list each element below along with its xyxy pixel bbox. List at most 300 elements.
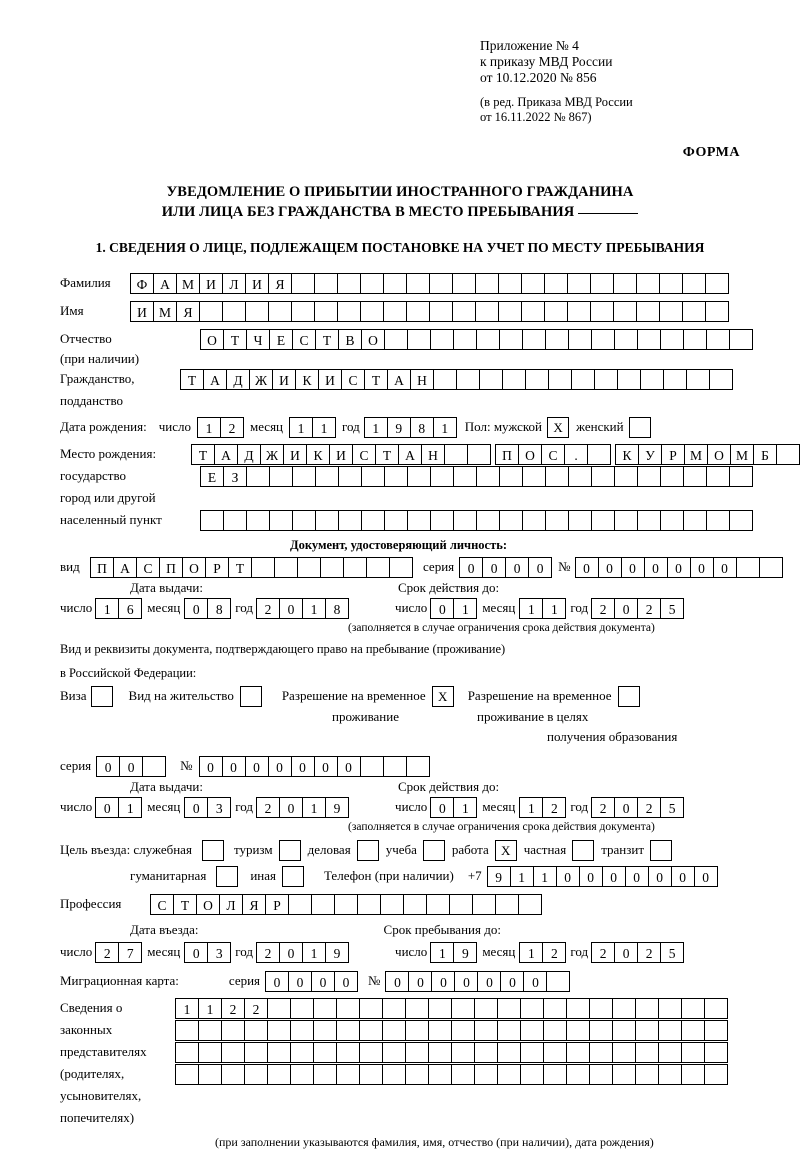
char-cell[interactable] [313, 1020, 337, 1041]
char-cell[interactable] [389, 557, 413, 578]
char-cell[interactable]: 1 [542, 598, 566, 619]
char-cell[interactable] [543, 1064, 567, 1085]
char-cell[interactable] [522, 466, 546, 487]
profession-input[interactable] [150, 894, 542, 915]
cell-group[interactable] [615, 444, 800, 465]
char-cell[interactable] [405, 1064, 429, 1085]
char-cell[interactable] [383, 756, 407, 777]
char-cell[interactable] [617, 369, 641, 390]
char-cell[interactable]: У [638, 444, 662, 465]
char-cell[interactable]: П [495, 444, 519, 465]
char-cell[interactable] [451, 1042, 475, 1063]
char-cell[interactable] [681, 998, 705, 1019]
char-cell[interactable] [498, 273, 522, 294]
char-cell[interactable]: 0 [602, 866, 626, 887]
char-cell[interactable] [589, 1064, 613, 1085]
char-cell[interactable] [521, 273, 545, 294]
char-cell[interactable]: О [361, 329, 385, 350]
char-cell[interactable] [337, 273, 361, 294]
char-cell[interactable] [444, 444, 468, 465]
entry-month-input[interactable] [184, 942, 231, 963]
char-cell[interactable] [359, 1064, 383, 1085]
char-cell[interactable] [548, 369, 572, 390]
char-cell[interactable]: 0 [334, 971, 358, 992]
char-cell[interactable] [403, 894, 427, 915]
char-cell[interactable] [705, 273, 729, 294]
char-cell[interactable]: 2 [220, 417, 244, 438]
char-cell[interactable] [545, 329, 569, 350]
char-cell[interactable] [467, 444, 491, 465]
char-cell[interactable] [359, 998, 383, 1019]
char-cell[interactable]: О [518, 444, 542, 465]
char-cell[interactable]: Я [176, 301, 200, 322]
char-cell[interactable] [566, 1064, 590, 1085]
char-cell[interactable] [543, 998, 567, 1019]
char-cell[interactable] [518, 894, 542, 915]
char-cell[interactable]: 2 [637, 598, 661, 619]
name-input[interactable] [130, 301, 729, 322]
birthplace-line1-input[interactable] [191, 444, 800, 465]
char-cell[interactable] [474, 998, 498, 1019]
char-cell[interactable]: 2 [591, 942, 615, 963]
char-cell[interactable] [614, 466, 638, 487]
char-cell[interactable] [311, 894, 335, 915]
char-cell[interactable] [244, 1020, 268, 1041]
char-cell[interactable]: 2 [542, 797, 566, 818]
doc-valid-year-input[interactable] [591, 598, 684, 619]
char-cell[interactable]: К [306, 444, 330, 465]
char-cell[interactable]: 1 [198, 998, 222, 1019]
char-cell[interactable] [314, 301, 338, 322]
char-cell[interactable] [589, 1042, 613, 1063]
char-cell[interactable]: 0 [408, 971, 432, 992]
char-cell[interactable]: Т [375, 444, 399, 465]
stay-issue-month-input[interactable] [184, 797, 231, 818]
char-cell[interactable]: Н [410, 369, 434, 390]
doc-series-input[interactable] [459, 557, 552, 578]
char-cell[interactable] [336, 1064, 360, 1085]
char-cell[interactable] [449, 894, 473, 915]
char-cell[interactable] [405, 1020, 429, 1041]
char-cell[interactable] [221, 1020, 245, 1041]
char-cell[interactable]: И [283, 444, 307, 465]
char-cell[interactable]: А [214, 444, 238, 465]
char-cell[interactable] [429, 301, 453, 322]
char-cell[interactable]: 2 [591, 797, 615, 818]
char-cell[interactable]: Я [242, 894, 266, 915]
char-cell[interactable]: М [684, 444, 708, 465]
char-cell[interactable]: 0 [199, 756, 223, 777]
char-cell[interactable]: П [90, 557, 114, 578]
char-cell[interactable] [497, 1042, 521, 1063]
char-cell[interactable]: 9 [453, 942, 477, 963]
char-cell[interactable]: 0 [671, 866, 695, 887]
char-cell[interactable]: 0 [598, 557, 622, 578]
char-cell[interactable] [343, 557, 367, 578]
char-cell[interactable] [474, 1020, 498, 1041]
char-cell[interactable]: 1 [302, 598, 326, 619]
char-cell[interactable] [274, 557, 298, 578]
char-cell[interactable]: 0 [431, 971, 455, 992]
char-cell[interactable]: В [338, 329, 362, 350]
char-cell[interactable] [251, 557, 275, 578]
char-cell[interactable]: 2 [256, 797, 280, 818]
char-cell[interactable] [297, 557, 321, 578]
char-cell[interactable] [430, 329, 454, 350]
char-cell[interactable]: 2 [256, 942, 280, 963]
char-cell[interactable]: С [136, 557, 160, 578]
char-cell[interactable] [334, 894, 358, 915]
char-cell[interactable]: Ф [130, 273, 154, 294]
char-cell[interactable] [366, 557, 390, 578]
char-cell[interactable] [566, 1042, 590, 1063]
char-cell[interactable] [660, 329, 684, 350]
char-cell[interactable] [451, 1020, 475, 1041]
char-cell[interactable] [759, 557, 783, 578]
stay-number-input[interactable] [199, 756, 430, 777]
char-cell[interactable] [635, 1064, 659, 1085]
char-cell[interactable] [520, 998, 544, 1019]
char-cell[interactable]: 0 [505, 557, 529, 578]
char-cell[interactable] [384, 510, 408, 531]
residence-permit-checkbox[interactable] [240, 686, 262, 707]
char-cell[interactable] [315, 510, 339, 531]
stayuntil-month-input[interactable] [519, 942, 566, 963]
char-cell[interactable]: И [130, 301, 154, 322]
char-cell[interactable] [635, 1042, 659, 1063]
char-cell[interactable] [315, 466, 339, 487]
char-cell[interactable] [545, 466, 569, 487]
stay-valid-day-input[interactable] [430, 797, 477, 818]
char-cell[interactable] [290, 1064, 314, 1085]
char-cell[interactable] [476, 329, 500, 350]
char-cell[interactable]: К [615, 444, 639, 465]
char-cell[interactable]: 0 [614, 598, 638, 619]
char-cell[interactable] [706, 466, 730, 487]
purpose-other-checkbox[interactable] [282, 866, 304, 887]
char-cell[interactable] [546, 971, 570, 992]
char-cell[interactable] [704, 1042, 728, 1063]
purpose-work-checkbox[interactable]: X [495, 840, 517, 861]
char-cell[interactable]: М [176, 273, 200, 294]
char-cell[interactable] [590, 273, 614, 294]
char-cell[interactable]: Р [661, 444, 685, 465]
char-cell[interactable]: 0 [667, 557, 691, 578]
char-cell[interactable] [474, 1064, 498, 1085]
migration-number-input[interactable] [385, 971, 570, 992]
entry-year-input[interactable] [256, 942, 349, 963]
char-cell[interactable]: 9 [387, 417, 411, 438]
char-cell[interactable] [244, 1064, 268, 1085]
char-cell[interactable]: Л [222, 273, 246, 294]
char-cell[interactable]: 8 [207, 598, 231, 619]
char-cell[interactable]: 0 [482, 557, 506, 578]
char-cell[interactable]: 0 [430, 598, 454, 619]
char-cell[interactable] [594, 369, 618, 390]
char-cell[interactable] [359, 1042, 383, 1063]
char-cell[interactable] [568, 510, 592, 531]
char-cell[interactable]: 0 [500, 971, 524, 992]
char-cell[interactable] [472, 894, 496, 915]
char-cell[interactable] [612, 1042, 636, 1063]
char-cell[interactable] [267, 998, 291, 1019]
char-cell[interactable]: 8 [410, 417, 434, 438]
char-cell[interactable]: Ч [246, 329, 270, 350]
char-cell[interactable] [383, 273, 407, 294]
char-cell[interactable]: 0 [245, 756, 269, 777]
purpose-transit-checkbox[interactable] [650, 840, 672, 861]
char-cell[interactable] [453, 329, 477, 350]
char-cell[interactable]: 3 [207, 797, 231, 818]
char-cell[interactable] [292, 466, 316, 487]
char-cell[interactable] [544, 301, 568, 322]
char-cell[interactable] [246, 466, 270, 487]
phone-input[interactable] [487, 866, 718, 887]
char-cell[interactable] [426, 894, 450, 915]
char-cell[interactable] [704, 1020, 728, 1041]
cell-group[interactable] [495, 444, 611, 465]
char-cell[interactable] [405, 998, 429, 1019]
doc-type-input[interactable] [90, 557, 413, 578]
char-cell[interactable]: 1 [289, 417, 313, 438]
char-cell[interactable] [635, 998, 659, 1019]
char-cell[interactable] [290, 1020, 314, 1041]
char-cell[interactable] [520, 1042, 544, 1063]
stay-valid-year-input[interactable] [591, 797, 684, 818]
char-cell[interactable] [222, 301, 246, 322]
temp-residence-checkbox[interactable]: X [432, 686, 454, 707]
char-cell[interactable] [291, 301, 315, 322]
char-cell[interactable] [361, 466, 385, 487]
char-cell[interactable] [589, 1020, 613, 1041]
char-cell[interactable] [681, 1042, 705, 1063]
char-cell[interactable]: 1 [302, 942, 326, 963]
char-cell[interactable] [223, 510, 247, 531]
char-cell[interactable]: С [352, 444, 376, 465]
char-cell[interactable]: Т [364, 369, 388, 390]
char-cell[interactable]: 5 [660, 797, 684, 818]
char-cell[interactable] [453, 466, 477, 487]
purpose-tourism-checkbox[interactable] [279, 840, 301, 861]
char-cell[interactable]: 1 [312, 417, 336, 438]
char-cell[interactable] [729, 329, 753, 350]
char-cell[interactable]: Е [200, 466, 224, 487]
char-cell[interactable] [525, 369, 549, 390]
char-cell[interactable] [659, 273, 683, 294]
char-cell[interactable] [686, 369, 710, 390]
doc-valid-day-input[interactable] [430, 598, 477, 619]
char-cell[interactable]: Ж [260, 444, 284, 465]
char-cell[interactable] [660, 466, 684, 487]
char-cell[interactable] [198, 1064, 222, 1085]
char-cell[interactable] [360, 301, 384, 322]
char-cell[interactable] [382, 1020, 406, 1041]
char-cell[interactable] [571, 369, 595, 390]
char-cell[interactable] [729, 510, 753, 531]
char-cell[interactable] [359, 1020, 383, 1041]
char-cell[interactable]: Т [228, 557, 252, 578]
char-cell[interactable] [704, 1064, 728, 1085]
char-cell[interactable] [499, 466, 523, 487]
birthplace-line2-input[interactable] [200, 466, 753, 487]
char-cell[interactable] [268, 301, 292, 322]
char-cell[interactable] [430, 510, 454, 531]
char-cell[interactable] [736, 557, 760, 578]
char-cell[interactable] [499, 510, 523, 531]
char-cell[interactable]: 0 [621, 557, 645, 578]
char-cell[interactable] [382, 998, 406, 1019]
char-cell[interactable] [658, 1042, 682, 1063]
stay-valid-month-input[interactable] [519, 797, 566, 818]
char-cell[interactable]: 0 [314, 756, 338, 777]
char-cell[interactable] [658, 1020, 682, 1041]
char-cell[interactable] [433, 369, 457, 390]
char-cell[interactable] [314, 273, 338, 294]
char-cell[interactable]: 0 [694, 866, 718, 887]
entry-day-input[interactable] [95, 942, 142, 963]
char-cell[interactable] [200, 510, 224, 531]
char-cell[interactable]: 0 [713, 557, 737, 578]
char-cell[interactable]: С [541, 444, 565, 465]
char-cell[interactable]: П [159, 557, 183, 578]
char-cell[interactable] [338, 510, 362, 531]
stay-issue-year-input[interactable] [256, 797, 349, 818]
char-cell[interactable]: 7 [118, 942, 142, 963]
char-cell[interactable]: 0 [279, 598, 303, 619]
char-cell[interactable] [681, 1064, 705, 1085]
char-cell[interactable] [640, 369, 664, 390]
char-cell[interactable]: С [150, 894, 174, 915]
char-cell[interactable] [683, 510, 707, 531]
char-cell[interactable]: 8 [325, 598, 349, 619]
char-cell[interactable]: 0 [459, 557, 483, 578]
doc-issue-month-input[interactable] [184, 598, 231, 619]
char-cell[interactable]: Б [753, 444, 777, 465]
cell-group[interactable] [191, 444, 491, 465]
char-cell[interactable] [428, 1042, 452, 1063]
char-cell[interactable] [451, 998, 475, 1019]
char-cell[interactable] [313, 1042, 337, 1063]
char-cell[interactable]: 0 [614, 797, 638, 818]
char-cell[interactable]: Т [191, 444, 215, 465]
char-cell[interactable] [199, 301, 223, 322]
char-cell[interactable] [590, 301, 614, 322]
char-cell[interactable] [406, 273, 430, 294]
char-cell[interactable] [245, 301, 269, 322]
char-cell[interactable] [407, 329, 431, 350]
char-cell[interactable] [221, 1042, 245, 1063]
char-cell[interactable]: А [113, 557, 137, 578]
char-cell[interactable] [453, 510, 477, 531]
char-cell[interactable]: 0 [184, 797, 208, 818]
char-cell[interactable]: 0 [690, 557, 714, 578]
char-cell[interactable] [456, 369, 480, 390]
char-cell[interactable] [360, 756, 384, 777]
char-cell[interactable]: Н [421, 444, 445, 465]
char-cell[interactable]: 0 [454, 971, 478, 992]
char-cell[interactable] [288, 894, 312, 915]
char-cell[interactable] [244, 1042, 268, 1063]
char-cell[interactable] [636, 273, 660, 294]
char-cell[interactable] [175, 1020, 199, 1041]
char-cell[interactable] [568, 466, 592, 487]
char-cell[interactable]: 0 [579, 866, 603, 887]
char-cell[interactable] [357, 894, 381, 915]
char-cell[interactable]: 2 [244, 998, 268, 1019]
char-cell[interactable] [336, 1020, 360, 1041]
char-cell[interactable] [360, 273, 384, 294]
char-cell[interactable] [520, 1020, 544, 1041]
char-cell[interactable] [704, 998, 728, 1019]
char-cell[interactable]: И [318, 369, 342, 390]
char-cell[interactable] [682, 273, 706, 294]
legal-reps-line1-input[interactable] [175, 998, 728, 1019]
char-cell[interactable]: 3 [207, 942, 231, 963]
char-cell[interactable] [591, 466, 615, 487]
char-cell[interactable] [452, 273, 476, 294]
char-cell[interactable] [499, 329, 523, 350]
char-cell[interactable] [267, 1042, 291, 1063]
char-cell[interactable] [545, 510, 569, 531]
char-cell[interactable] [706, 329, 730, 350]
char-cell[interactable]: А [203, 369, 227, 390]
char-cell[interactable]: М [730, 444, 754, 465]
char-cell[interactable] [660, 510, 684, 531]
char-cell[interactable]: О [200, 329, 224, 350]
char-cell[interactable] [384, 466, 408, 487]
doc-number-input[interactable] [575, 557, 783, 578]
char-cell[interactable]: И [272, 369, 296, 390]
visa-checkbox[interactable] [91, 686, 113, 707]
char-cell[interactable]: З [223, 466, 247, 487]
legal-reps-line4-input[interactable] [175, 1064, 728, 1085]
char-cell[interactable]: 6 [118, 598, 142, 619]
char-cell[interactable]: 1 [433, 417, 457, 438]
char-cell[interactable] [428, 1020, 452, 1041]
char-cell[interactable] [267, 1064, 291, 1085]
char-cell[interactable]: 0 [279, 942, 303, 963]
char-cell[interactable]: Р [205, 557, 229, 578]
char-cell[interactable] [522, 510, 546, 531]
char-cell[interactable] [290, 1042, 314, 1063]
char-cell[interactable]: 0 [430, 797, 454, 818]
birth-month-input[interactable] [289, 417, 336, 438]
doc-valid-month-input[interactable] [519, 598, 566, 619]
char-cell[interactable]: Т [315, 329, 339, 350]
char-cell[interactable] [221, 1064, 245, 1085]
char-cell[interactable] [520, 1064, 544, 1085]
char-cell[interactable] [614, 510, 638, 531]
char-cell[interactable]: 5 [660, 942, 684, 963]
char-cell[interactable]: 0 [96, 756, 120, 777]
char-cell[interactable]: 0 [184, 598, 208, 619]
birth-day-input[interactable] [197, 417, 244, 438]
char-cell[interactable] [612, 1020, 636, 1041]
char-cell[interactable] [428, 998, 452, 1019]
char-cell[interactable] [380, 894, 404, 915]
char-cell[interactable] [429, 273, 453, 294]
char-cell[interactable] [320, 557, 344, 578]
char-cell[interactable] [479, 369, 503, 390]
char-cell[interactable] [705, 301, 729, 322]
legal-reps-line2-input[interactable] [175, 1020, 728, 1041]
char-cell[interactable] [681, 1020, 705, 1041]
char-cell[interactable] [476, 466, 500, 487]
char-cell[interactable]: Т [180, 369, 204, 390]
char-cell[interactable] [337, 301, 361, 322]
char-cell[interactable]: Р [265, 894, 289, 915]
doc-issue-day-input[interactable] [95, 598, 142, 619]
